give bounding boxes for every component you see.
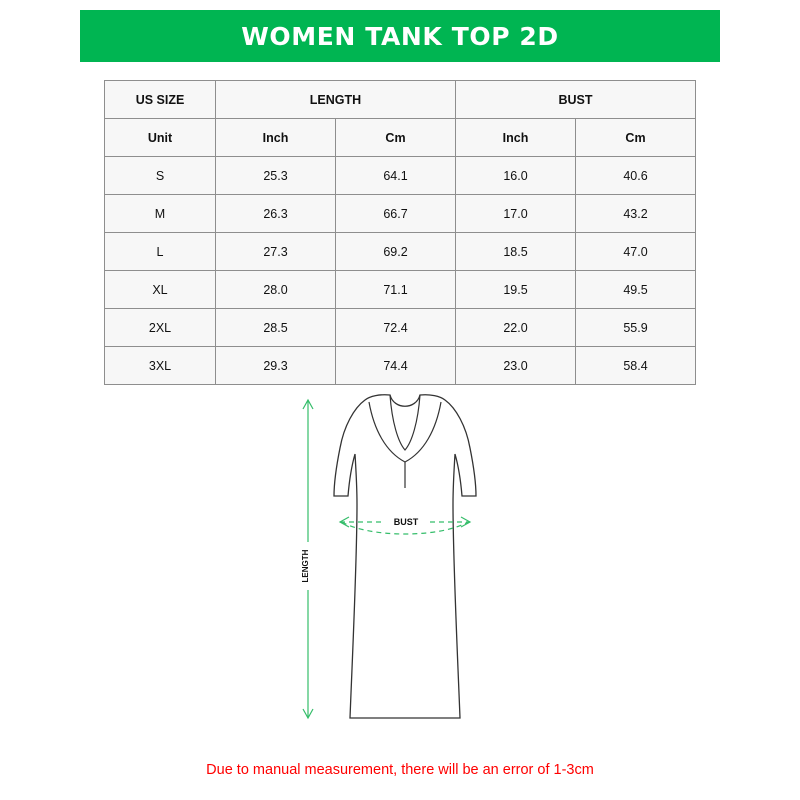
cell-bust-cm: 43.2 bbox=[576, 195, 696, 233]
length-label: LENGTH bbox=[301, 549, 310, 583]
table-row bbox=[105, 271, 696, 309]
page-title: WOMEN TANK TOP 2D bbox=[241, 21, 559, 51]
unit-length-inch: Inch bbox=[216, 119, 336, 157]
cell-bust-inch: 19.5 bbox=[456, 271, 576, 309]
table-row bbox=[105, 195, 696, 233]
cell-length-cm: 69.2 bbox=[336, 233, 456, 271]
cell-length-cm: 74.4 bbox=[336, 347, 456, 385]
cell-length-cm: 71.1 bbox=[336, 271, 456, 309]
cell-bust-inch: 23.0 bbox=[456, 347, 576, 385]
header-length: LENGTH bbox=[216, 81, 456, 119]
unit-bust-inch: Inch bbox=[456, 119, 576, 157]
table-row bbox=[105, 309, 696, 347]
row-size: XL bbox=[105, 271, 216, 309]
table-row bbox=[105, 233, 696, 271]
cell-length-inch: 27.3 bbox=[216, 233, 336, 271]
header-banner bbox=[80, 10, 720, 62]
cell-bust-inch: 17.0 bbox=[456, 195, 576, 233]
unit-length-cm: Cm bbox=[336, 119, 456, 157]
measurement-note: Due to manual measurement, there will be an error of 1-3cm bbox=[206, 762, 594, 778]
bust-label: BUST bbox=[393, 517, 419, 527]
table-row bbox=[105, 347, 696, 385]
cell-length-inch: 28.5 bbox=[216, 309, 336, 347]
tank-top-outline bbox=[334, 395, 476, 718]
row-size: 2XL bbox=[105, 309, 216, 347]
cell-bust-cm: 55.9 bbox=[576, 309, 696, 347]
unit-label: Unit bbox=[105, 119, 216, 157]
row-size: S bbox=[105, 157, 216, 195]
cell-length-inch: 28.0 bbox=[216, 271, 336, 309]
cell-length-inch: 25.3 bbox=[216, 157, 336, 195]
cell-bust-inch: 22.0 bbox=[456, 309, 576, 347]
size-table bbox=[104, 80, 696, 385]
unit-bust-cm: Cm bbox=[576, 119, 696, 157]
cell-bust-inch: 18.5 bbox=[456, 233, 576, 271]
cell-bust-cm: 40.6 bbox=[576, 157, 696, 195]
cell-bust-cm: 49.5 bbox=[576, 271, 696, 309]
cell-bust-cm: 58.4 bbox=[576, 347, 696, 385]
row-size: L bbox=[105, 233, 216, 271]
cell-length-cm: 66.7 bbox=[336, 195, 456, 233]
header-bust: BUST bbox=[456, 81, 696, 119]
table-header-row bbox=[105, 81, 696, 119]
cell-bust-cm: 47.0 bbox=[576, 233, 696, 271]
header-us-size: US SIZE bbox=[105, 81, 216, 119]
table-row bbox=[105, 157, 696, 195]
cell-length-inch: 29.3 bbox=[216, 347, 336, 385]
cell-length-inch: 26.3 bbox=[216, 195, 336, 233]
table-unit-row bbox=[105, 119, 696, 157]
row-size: 3XL bbox=[105, 347, 216, 385]
cell-length-cm: 64.1 bbox=[336, 157, 456, 195]
cell-length-cm: 72.4 bbox=[336, 309, 456, 347]
garment-illustration bbox=[270, 392, 540, 742]
cell-bust-inch: 16.0 bbox=[456, 157, 576, 195]
row-size: M bbox=[105, 195, 216, 233]
